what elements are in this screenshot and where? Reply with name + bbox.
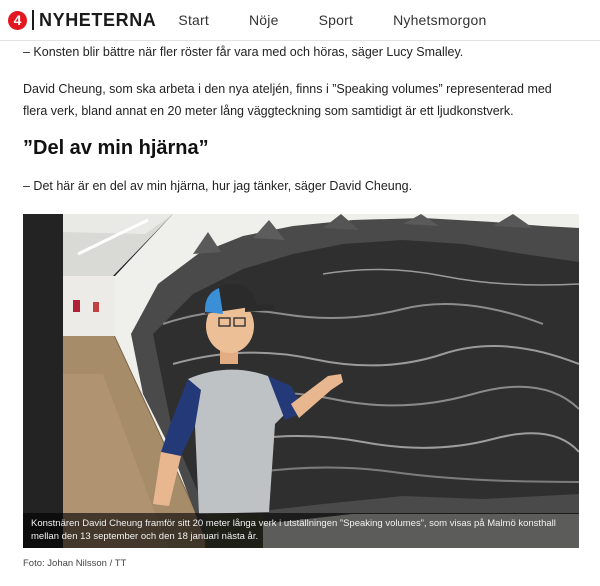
photo-caption: Konstnären David Cheung framför sitt 20 meter långa verk i utställningen ”Speaking volumes”, som visas på Malmö konsthall mellan den 13 september och den 18 januari nästa år. — [23, 513, 579, 548]
article-paragraph-quote-smalley: – Konsten blir bättre när fler röster får vara med och höras, säger Lucy Smalley. — [23, 45, 464, 59]
tv4-logo-icon: 4 — [8, 11, 27, 30]
photo-credit: Foto: Johan Nilsson / TT — [23, 558, 127, 569]
site-logo[interactable] — [8, 10, 156, 31]
main-nav — [178, 12, 526, 28]
nav-item-noje[interactable]: Nöje — [249, 12, 279, 28]
article-paragraph-quote-cheung: – Det här är en del av min hjärna, hur jag tänker, säger David Cheung. — [23, 179, 413, 193]
top-navigation-bar — [0, 0, 600, 41]
nav-item-start[interactable]: Start — [178, 12, 209, 28]
logo-text: NYHETERNA — [39, 9, 157, 30]
artist-photo — [23, 214, 579, 548]
nav-item-sport[interactable]: Sport — [318, 12, 354, 28]
logo-divider — [32, 10, 34, 30]
article-subheading: ”Del av min hjärna” — [23, 137, 209, 159]
article-paragraph-cheung: David Cheung, som ska arbeta i den nya ateljén, finns i ”Speaking volumes” representerad med flera verk, bland annat en 20 meter lång väggteckning som samtidigt är ett ljudkonstverk. — [23, 82, 552, 118]
nav-item-nyhetsmorgon[interactable]: Nyhetsmorgon — [393, 12, 487, 28]
article-figure[interactable] — [23, 214, 579, 548]
